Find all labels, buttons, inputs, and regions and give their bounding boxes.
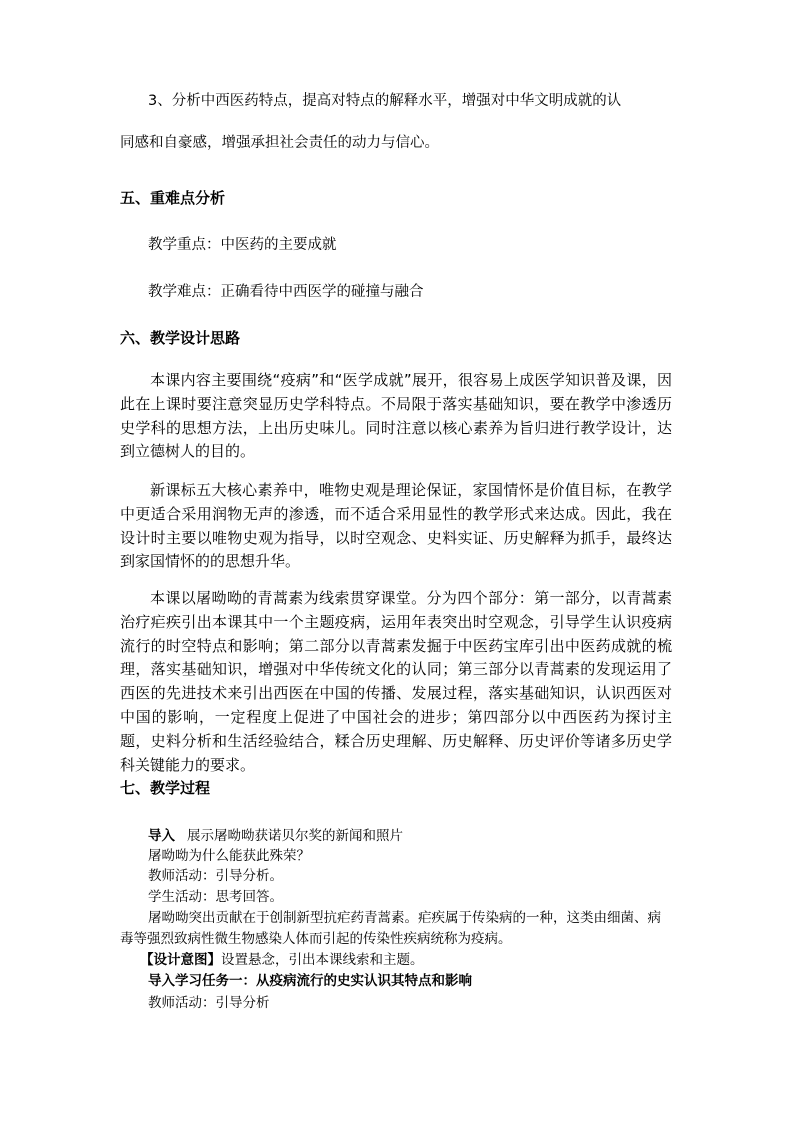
intro-label: 导入 xyxy=(148,828,175,844)
answer-line-1: 屠呦呦突出贡献在于创制新型抗疟药青蒿素。疟疾属于传染病的一种，这类由细菌、病 xyxy=(148,910,661,926)
design-intent-line xyxy=(140,952,424,968)
design-paragraph-3: 本课以屠呦呦的青蒿素为线索贯穿课堂。分为四个部分：第一部分，以青蒿素治疗疟疾引出本课其中一个主题疫病，运用年表突出时空观念，引导学生认识疫病流行的时空特点和影响；第二部分以青蒿素发掘于中医药宝库引出中医药成就的梳理，落实基础知识，增强对中华传统文化的认同；第三部分以青蒿素的发现运用了西医的先进技术来引出西医在中国的传播、发展过程，落实基础知识，认识西医对中国的影响，一定程度上促进了中国社会的进步；第四部分以中西医药为探讨主题，史料分析和生活经验结合，糅合历史理解、历史解释、历史评价等诸多历史学科关键能力的要求。 xyxy=(120,589,672,774)
learning-task-1: 导入学习任务一：从疫病流行的史实认识其特点和影响 xyxy=(148,973,472,989)
section-5-heading: 五、重难点分析 xyxy=(120,189,226,207)
section-6-heading: 六、教学设计思路 xyxy=(120,329,241,347)
teaching-key-point: 教学重点：中医药的主要成就 xyxy=(148,237,337,253)
design-paragraph-1: 本课内容主要围绕“疫病”和“医学成就”展开，很容易上成医学知识普及课，因此在上课时要注意突显历史学科特点。不局限于落实基础知识，要在教学中渗透历史学科的思想方法，上出历史味儿。同时注意以核心素养为旨归进行教学设计，达到立德树人的目的。 xyxy=(120,371,672,461)
section-7-heading: 七、教学过程 xyxy=(120,779,211,797)
objective-3-line-2: 同感和自豪感，增强承担社会责任的动力与信心。 xyxy=(120,135,439,151)
teaching-difficulty: 教学难点：正确看待中西医学的碰撞与融合 xyxy=(148,284,424,300)
answer-line-2: 毒等强烈致病性微生物感染人体而引起的传染性疾病统称为疫病。 xyxy=(120,931,512,947)
objective-3-line-1: 3、分析中西医药特点，提高对特点的解释水平，增强对中华文明成就的认 xyxy=(148,93,622,109)
teacher-activity: 教师活动：引导分析。 xyxy=(148,868,283,884)
intro-question: 屠呦呦为什么能获此殊荣？ xyxy=(148,848,310,864)
design-paragraph-2: 新课标五大核心素养中，唯物史观是理论保证，家国情怀是价值目标，在教学中更适合采用润物无声的渗透，而不适合采用显性的教学形式来达成。因此，我在设计时主要以唯物史观为指导，以时空观念、史料实证、历史解释为抓手，最终达到家国情怀的的思想升华。 xyxy=(120,481,672,571)
teacher-activity-2: 教师活动：引导分析 xyxy=(148,995,270,1011)
student-activity: 学生活动：思考回答。 xyxy=(148,889,283,905)
design-intent-text: 设置悬念，引出本课线索和主题。 xyxy=(221,952,424,968)
intro-text: 展示屠呦呦获诺贝尔奖的新闻和照片 xyxy=(187,828,403,844)
design-intent-label: 【设计意图】 xyxy=(140,952,221,968)
intro-line xyxy=(148,828,403,844)
